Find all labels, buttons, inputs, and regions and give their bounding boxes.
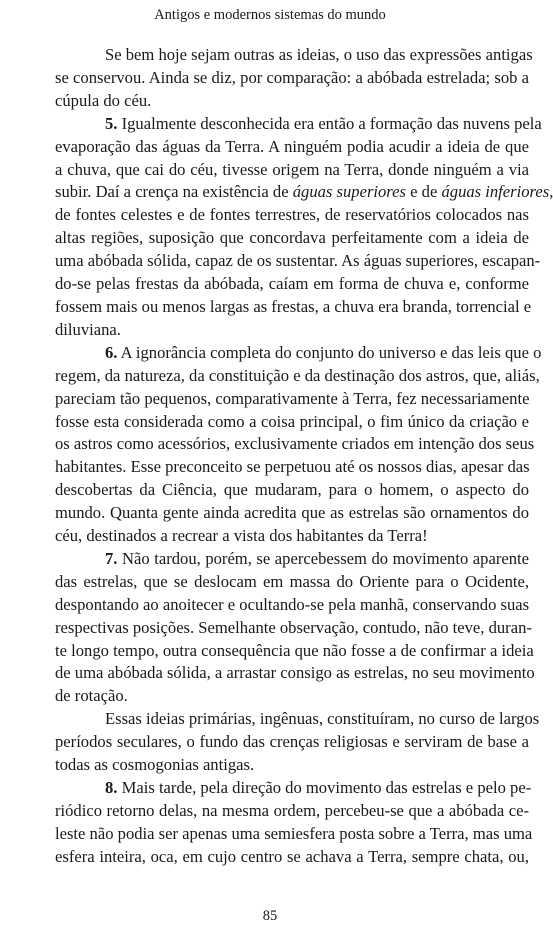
paragraph-intro [5, 44, 533, 113]
text-line [5, 113, 542, 136]
text-line: habitantes. Esse preconceito se perpetuou até os nossos dias, apesar das [55, 457, 530, 477]
text-line [5, 548, 529, 571]
text-line: Essas ideias primárias, ingênuas, constituíram, no curso de largos [105, 709, 540, 729]
text-line: evaporação das águas da Terra. A ninguém podia acudir a ideia de que [55, 136, 529, 156]
text-span: subir. Daí a crença na existência de [55, 182, 293, 202]
paragraph-8 [5, 777, 533, 869]
paragraph-number: 8. [105, 778, 118, 797]
emphasis-term: águas superiores [292, 182, 406, 202]
text-span: A ignorância completa do conjunto do universo e das leis que o [117, 342, 542, 362]
text-line: riódico retorno delas, na mesma ordem, percebeu-se que a abóbada ce- [55, 800, 529, 820]
text-line: altas regiões, suposição que concordava perfeitamente com a ideia de [55, 228, 529, 248]
text-line: todas as cosmogonias antigas. [55, 755, 255, 775]
text-line: fosse esta considerada como a coisa principal, o fim único da criação e [55, 411, 529, 431]
paragraph-ideias [5, 708, 540, 777]
paragraph-6 [5, 342, 542, 548]
paragraph-5 [5, 113, 553, 342]
running-head: Antigos e modernos sistemas do mundo [154, 7, 386, 23]
text-line: a chuva, que cai do céu, tivesse origem na Terra, donde ninguém a via [55, 159, 529, 179]
body-text [5, 44, 553, 869]
text-span: , [549, 182, 553, 202]
text-line [5, 342, 542, 365]
text-line: despontando ao anoitecer e ocultando-se pela manhã, conservando suas [55, 594, 530, 614]
text-line: se conservou. Ainda se diz, por comparação: a abóbada estrelada; sob a [55, 67, 529, 87]
text-line: uma abóbada sólida, capaz de os sustentar. As águas superiores, escapan- [55, 251, 541, 271]
page-number: 85 [262, 908, 278, 924]
text-line: céu, destinados a recrear a vista dos habitantes da Terra! [55, 526, 428, 546]
text-line [5, 777, 532, 800]
paragraph-number: 6. [105, 342, 118, 362]
paragraph-number: 7. [105, 548, 118, 568]
text-line: fossem mais ou menos largas as frestas, a chuva era branda, torrencial e [55, 296, 532, 316]
text-line: leste não podia ser apenas uma semiesfera posta sobre a Terra, mas uma [55, 823, 533, 843]
text-line: os astros como acessórios, exclusivamente criados em intenção dos seus [55, 434, 535, 454]
text-line: períodos seculares, o fundo das crenças religiosas e serviram de base a [55, 732, 529, 752]
text-span: Não tardou, porém, se apercebessem do movimento aparente [117, 548, 529, 568]
text-line: diluviana. [55, 319, 121, 339]
text-line: regem, da natureza, da constituição e da destinação dos astros, que, aliás, [55, 365, 540, 385]
text-line: de rotação. [55, 686, 128, 706]
text-line: pareciam tão pequenos, comparativamente à Terra, fez necessariamente [55, 388, 530, 408]
text-line: cúpula do céu. [55, 90, 152, 110]
text-line: do-se pelas frestas da abóbada, caíam em forma de chuva e, conforme [55, 274, 529, 294]
text-span: Igualmente desconhecida era então a formação das nuvens pela [117, 113, 542, 133]
text-line: de fontes celestes e de fontes terrestres, de reservatórios colocados nas [55, 205, 529, 225]
text-line: Se bem hoje sejam outras as ideias, o uso das expressões antigas [105, 45, 533, 64]
text-line: das estrelas, que se deslocam em massa do Oriente para o Ocidente, [55, 571, 529, 591]
paragraph-7 [5, 548, 535, 708]
text-line: de uma abóbada sólida, a arrastar consigo as estrelas, no seu movimento [55, 663, 535, 683]
emphasis-term: águas inferiores [441, 182, 550, 202]
text-span: e de [405, 182, 442, 202]
text-line: descobertas da Ciência, que mudaram, para o homem, o aspecto do [55, 480, 529, 500]
text-line: respectivas posições. Semelhante observação, contudo, não teve, duran- [55, 617, 532, 637]
text-span: Mais tarde, pela direção do movimento das estrelas e pelo pe- [117, 778, 532, 797]
text-line: te longo tempo, outra consequência que não fosse a de confirmar a ideia [55, 640, 534, 660]
text-line: esfera inteira, oca, em cujo centro se achava a Terra, sempre chata, ou, [55, 846, 529, 866]
text-line: mundo. Quanta gente ainda acredita que as estrelas são ornamentos do [55, 503, 529, 523]
paragraph-number: 5. [105, 113, 118, 133]
text-line [5, 181, 553, 204]
